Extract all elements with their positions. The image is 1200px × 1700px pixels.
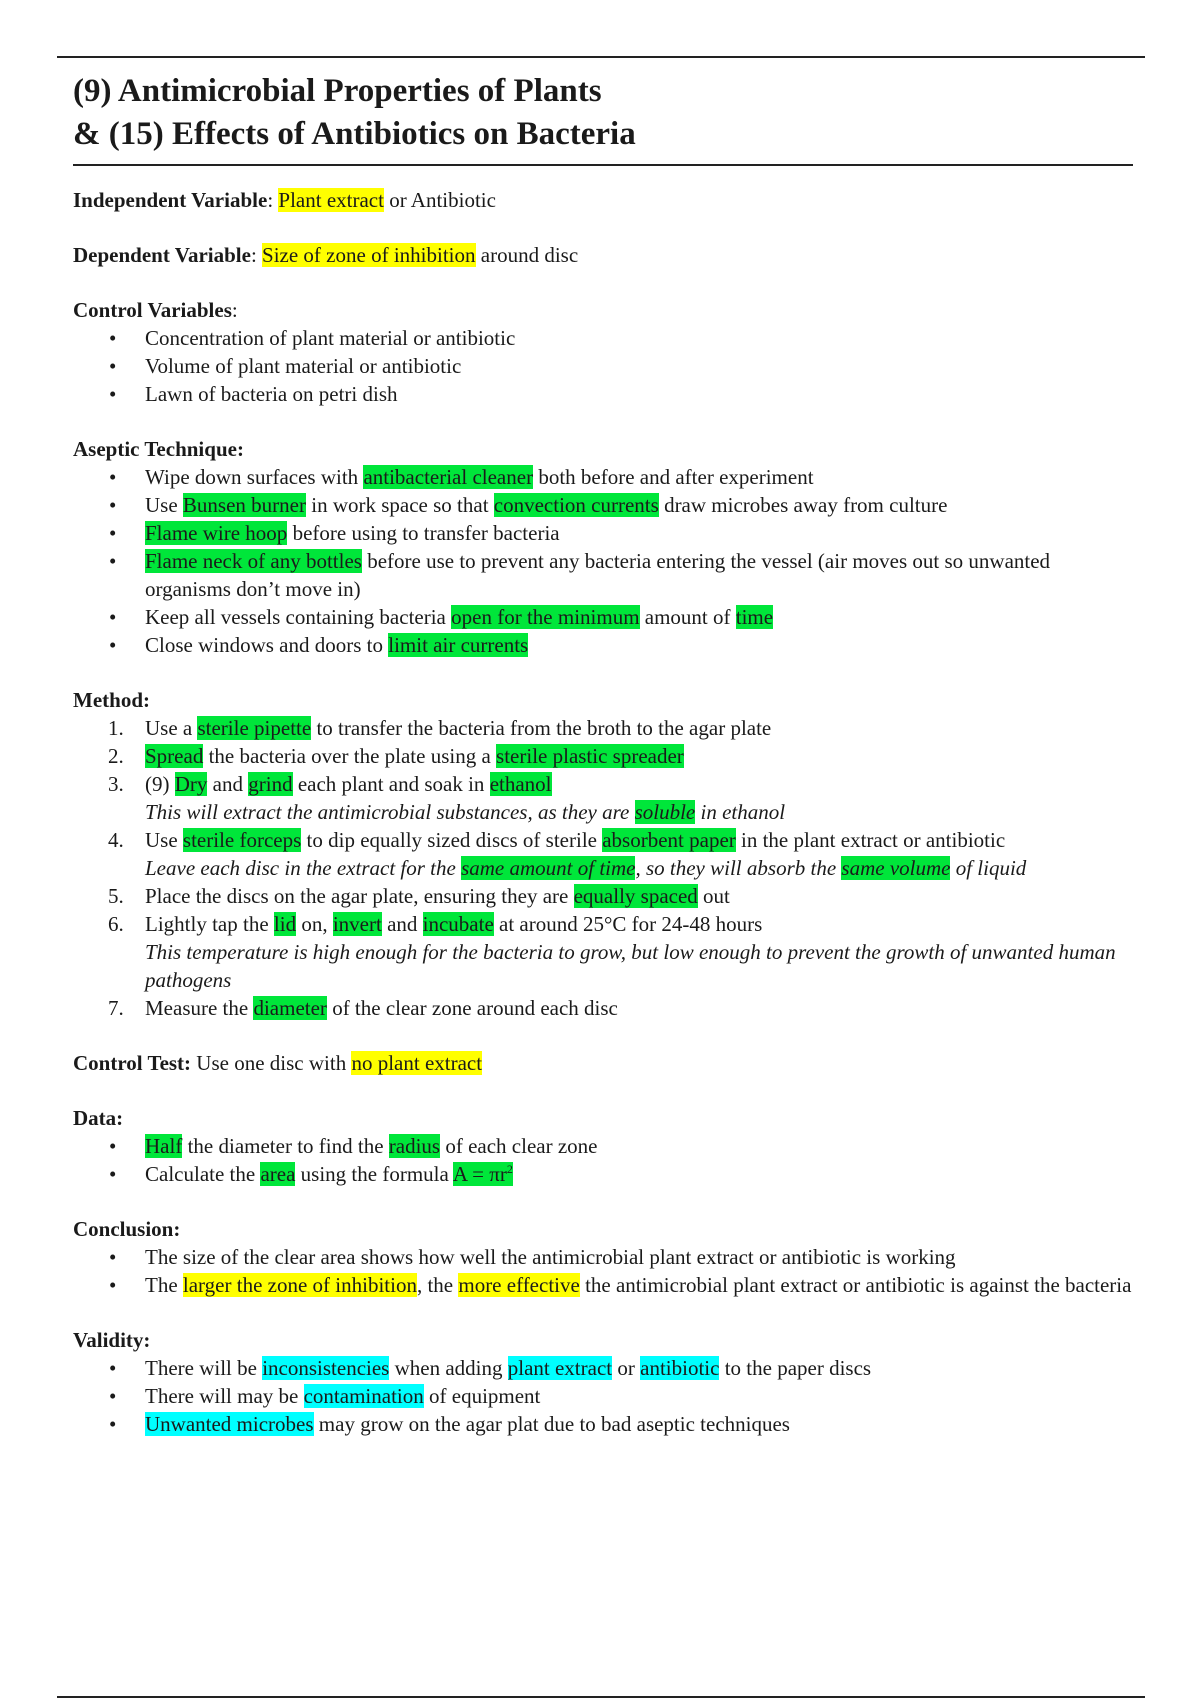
bottom-rule — [57, 1696, 1145, 1698]
list-item: • Flame wire hoop before using to transfer bacteria — [145, 519, 1133, 547]
list-item: • Lawn of bacteria on petri dish — [145, 380, 1133, 408]
document-body — [73, 186, 1133, 1438]
method-step: 7. Measure the diameter of the clear zone around each disc — [108, 996, 618, 1020]
validity-list — [73, 1354, 1133, 1438]
document-page — [73, 70, 1133, 1465]
list-item: • Keep all vessels containing bacteria open for the minimum amount of time — [145, 603, 1133, 631]
area-formula: $A = \pi r^2$ — [452, 1162, 513, 1186]
control-variables-list — [73, 324, 1133, 408]
validity-section — [73, 1326, 1133, 1438]
data-section — [73, 1104, 1133, 1188]
list-item: • Half the diameter to find the radius of each clear zone — [145, 1132, 1133, 1160]
list-item: • Use Bunsen burner in work space so that convection currents draw microbes away from culture — [145, 491, 1133, 519]
control-variables-section — [73, 296, 1133, 408]
control-test: Control Test: Use one disc with no plant extract — [73, 1051, 483, 1075]
list-item: • Flame neck of any bottles before use to prevent any bacteria entering the vessel (air moves out so unwanted organisms don’t move in) — [145, 547, 1133, 603]
list-item: • Unwanted microbes may grow on the agar plat due to bad aseptic techniques — [145, 1410, 1133, 1438]
list-item: • There will may be contamination of equipment — [145, 1382, 1133, 1410]
list-item: • The size of the clear area shows how well the antimicrobial plant extract or antibiotic is working — [145, 1243, 1133, 1271]
list-item: • There will be inconsistencies when adding plant extract or antibiotic to the paper discs — [145, 1354, 1133, 1382]
conclusion-list — [73, 1243, 1133, 1299]
aseptic-list — [73, 463, 1133, 659]
aseptic-heading: Aseptic Technique: — [73, 437, 244, 461]
method-heading: Method: — [73, 688, 150, 712]
list-item: • Volume of plant material or antibiotic — [145, 352, 1133, 380]
control-variables-heading: Control Variables: — [73, 298, 238, 322]
validity-heading: Validity: — [73, 1328, 151, 1352]
method-step: 2. Spread the bacteria over the plate using a sterile plastic spreader — [108, 744, 684, 768]
list-item: • Wipe down surfaces with antibacterial cleaner both before and after experiment — [145, 463, 1133, 491]
list-item: • The larger the zone of inhibition, the more effective the antimicrobial plant extract or antibiotic is against the bacteria — [145, 1271, 1133, 1299]
method-note: This temperature is high enough for the bacteria to grow, but low enough to prevent the growth of unwanted human pathogens — [145, 940, 1116, 992]
conclusion-section — [73, 1215, 1133, 1299]
method-step: 3. (9) Dry and grind each plant and soak in ethanol This will extract the antimicrobial substances, as they are soluble in ethanol — [145, 770, 1133, 826]
independent-variable: Independent Variable: Plant extract or Antibiotic — [73, 188, 496, 212]
method-note: This will extract the antimicrobial substances, as they are soluble in ethanol — [145, 800, 786, 824]
method-note: Leave each disc in the extract for the same amount of time, so they will absorb the same volume of liquid — [145, 856, 1027, 880]
title-line-1: (9) Antimicrobial Properties of Plants — [73, 73, 602, 109]
method-step: 1. Use a sterile pipette to transfer the bacteria from the broth to the agar plate — [108, 716, 772, 740]
top-rule — [57, 56, 1145, 58]
data-heading: Data: — [73, 1106, 124, 1130]
method-step: 4. Use sterile forceps to dip equally sized discs of sterile absorbent paper in the plant extract or antibiotic Leave each disc in the extract for the same amount of time, so they will absorb the same volume of liquid — [145, 826, 1133, 882]
data-list — [73, 1132, 1133, 1188]
list-item: • Concentration of plant material or antibiotic — [145, 324, 1133, 352]
page-title — [73, 70, 1133, 166]
conclusion-heading: Conclusion: — [73, 1217, 181, 1241]
method-step: 5. Place the discs on the agar plate, ensuring they are equally spaced out — [108, 884, 730, 908]
method-list — [73, 714, 1133, 1022]
list-item: • Close windows and doors to limit air currents — [145, 631, 1133, 659]
method-section — [73, 686, 1133, 1022]
dependent-variable: Dependent Variable: Size of zone of inhibition around disc — [73, 243, 579, 267]
list-item: • Calculate the area using the formula $A = \pi r^2$ — [145, 1160, 1133, 1188]
method-step: 6. Lightly tap the lid on, invert and incubate at around 25°C for 24-48 hours This temperature is high enough for the bacteria to grow, but low enough to prevent the growth of unwanted human pathogens — [145, 910, 1133, 994]
aseptic-technique-section — [73, 435, 1133, 659]
title-line-2: & (15) Effects of Antibiotics on Bacteria — [73, 116, 636, 152]
